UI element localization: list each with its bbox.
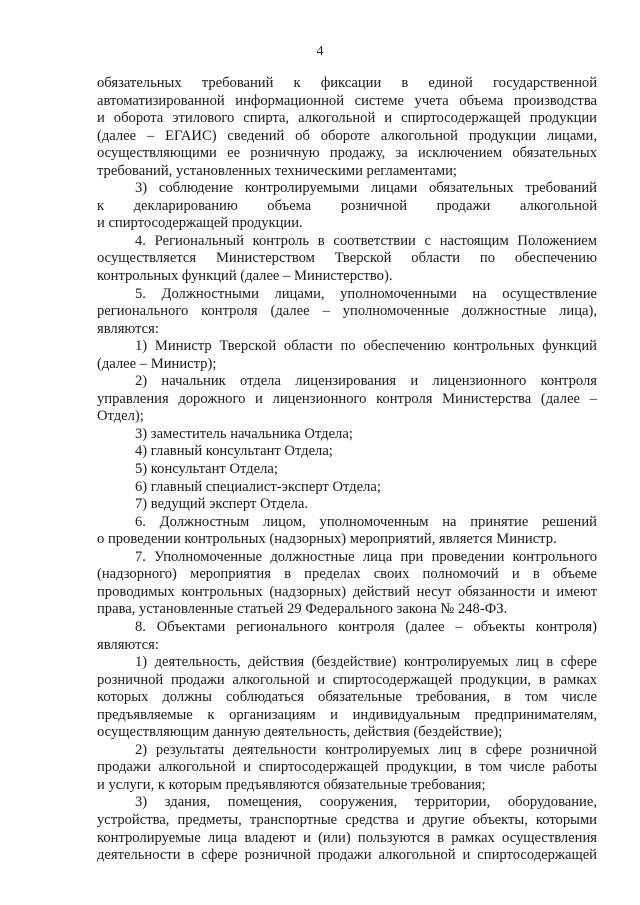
paragraph-line: являются: (97, 636, 159, 653)
paragraph-line: (далее – Министр); (97, 355, 217, 372)
paragraph-line: (надзорного) мероприятия в пределах своих полномочий и в объеме (97, 566, 597, 583)
paragraph-line: 7) ведущий эксперт Отдела. (135, 496, 309, 513)
paragraph-line: 2) результаты деятельности контролируемых лиц в сфере розничной (135, 741, 597, 758)
paragraph-line: права, установленные статьей 29 Федерального закона № 248-ФЗ. (97, 601, 508, 618)
paragraph-line: о проведении контрольных (надзорных) мероприятий, является Министр. (97, 531, 557, 548)
paragraph-line: (далее – ЕГАИС) сведений об обороте алкогольной продукции лицами, (97, 127, 597, 144)
paragraph-line: 1) Министр Тверской области по обеспечению контрольных функций (135, 338, 597, 355)
paragraph-line: 4) главный консультант Отдела; (135, 443, 333, 460)
paragraph-line: обязательных требований к фиксации в единой государственной (97, 75, 597, 91)
page-number: 4 (316, 44, 324, 59)
paragraph-line: 1) деятельность, действия (бездействие) контролируемых лиц в сфере (135, 654, 597, 671)
paragraph-line: 4. Региональный контроль в соответствии с настоящим Положением (135, 232, 597, 249)
paragraph-line: и спиртосодержащей продукции. (97, 215, 303, 232)
document-body (97, 75, 597, 865)
paragraph-line: 6) главный специалист-эксперт Отдела; (135, 478, 381, 495)
paragraph-line: требований, установленных техническими регламентами; (97, 162, 457, 179)
paragraph-line: к декларированию объема розничной продажи алкогольной (97, 197, 597, 214)
paragraph-line: проводимых контрольных (надзорных) действий несут обязанности и имеют (97, 583, 597, 600)
paragraph-line: 5) консультант Отдела; (135, 461, 278, 478)
paragraph-line: осуществляющими ее розничную продажу, за исключением обязательных (97, 145, 597, 162)
paragraph-line: контрольных функций (далее – Министерство). (97, 268, 393, 285)
paragraph-line: деятельности в сфере розничной продажи алкогольной и спиртосодержащей (97, 847, 597, 864)
paragraph-line: регионального контроля (далее – уполномоченные должностные лица), (97, 303, 597, 320)
paragraph-line: устройства, предметы, транспортные средства и другие объекты, которыми (97, 811, 597, 828)
paragraph-line: 5. Должностными лицами, уполномоченными на осуществление (135, 285, 597, 302)
paragraph-line: и услуги, к которым предъявляются обязательные требования; (97, 776, 486, 793)
paragraph-line: являются: (97, 320, 159, 337)
paragraph-line: предъявляемые к организациям и индивидуальным предпринимателям, (97, 706, 597, 723)
paragraph-line: 7. Уполномоченные должностные лица при проведении контрольного (135, 548, 597, 565)
paragraph-line: осуществляется Министерством Тверской области по обеспечению (97, 250, 597, 267)
paragraph-line: 6. Должностным лицом, уполномоченным на принятие решений (135, 513, 597, 530)
paragraph-line: и оборота этилового спирта, алкогольной и спиртосодержащей продукции (97, 110, 597, 127)
paragraph-line: розничной продажи алкогольной и спиртосодержащей продукции, в рамках (97, 671, 597, 688)
paragraph-line: которых должны соблюдаться обязательные требования, в том числе (97, 689, 597, 706)
paragraph-line: продажи алкогольной и спиртосодержащей продукции, в том числе работы (97, 759, 597, 776)
paragraph-line: 8. Объектами регионального контроля (далее – объекты контроля) (135, 618, 597, 635)
paragraph-line: 3) заместитель начальника Отдела; (135, 425, 353, 442)
paragraph-line: 3) здания, помещения, сооружения, территории, оборудование, (135, 794, 597, 811)
paragraph-line: осуществляющим данную деятельность, действия (бездействие); (97, 724, 503, 741)
paragraph-line: 2) начальник отдела лицензирования и лицензионного контроля (135, 373, 597, 390)
paragraph-line: Отдел); (97, 408, 144, 425)
paragraph-line: управления дорожного и лицензионного контроля Министерства (далее – (97, 390, 597, 407)
paragraph-line: автоматизированной информационной системе учета объема производства (97, 92, 597, 109)
paragraph-line: контролируемые лица владеют и (или) пользуются в рамках осуществления (97, 829, 597, 846)
paragraph-line: 3) соблюдение контролируемыми лицами обязательных требований (135, 180, 597, 197)
